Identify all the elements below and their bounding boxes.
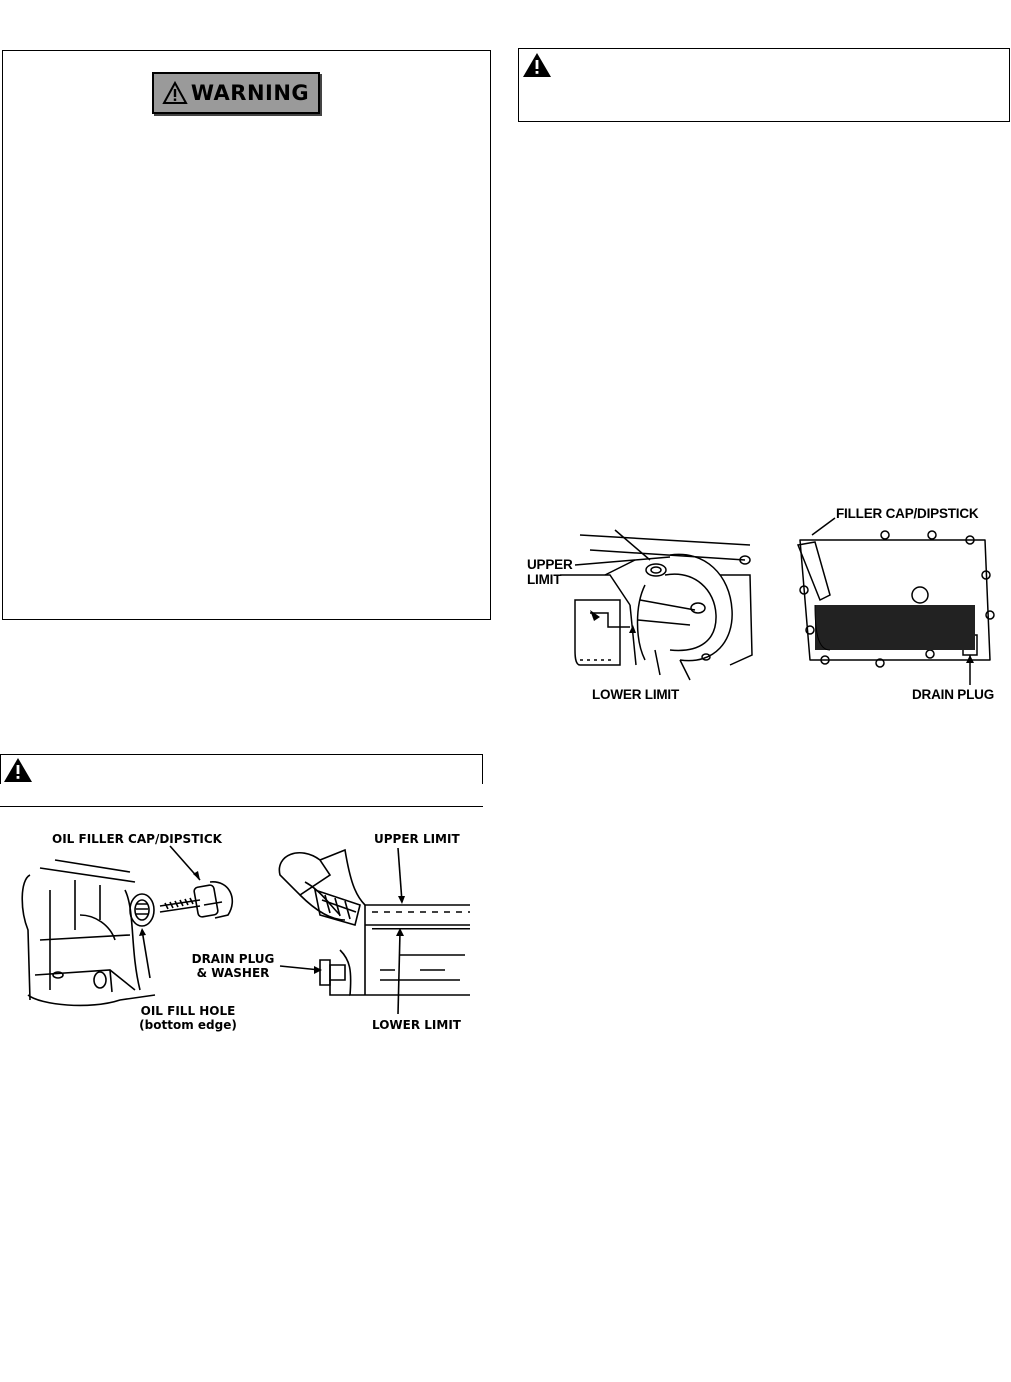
warning-triangle-icon: [163, 82, 187, 104]
label-upper-limit-left: UPPER LIMIT: [374, 832, 460, 846]
engine-right-drawing-a: [520, 515, 770, 705]
label-oil-fill-hole-line1: OIL FILL HOLE: [140, 1004, 236, 1018]
engine-right-drawing-b: [790, 520, 1010, 690]
warning-badge-text: WARNING: [190, 81, 310, 105]
exclamation-triangle-icon: [522, 52, 552, 78]
label-drain-plug-line2: & WASHER: [196, 966, 270, 980]
label-drain-plug-line1: DRAIN PLUG: [191, 952, 275, 966]
label-lower-limit-left: LOWER LIMIT: [372, 1018, 461, 1032]
warning-box: [2, 50, 491, 620]
label-filler-cap-dipstick: FILLER CAP/DIPSTICK: [836, 506, 979, 521]
label-oil-fill-hole: [128, 1004, 248, 1032]
label-drain-plug: DRAIN PLUG: [912, 687, 994, 702]
label-oil-filler-cap: OIL FILLER CAP/DIPSTICK: [52, 832, 222, 846]
label-drain-plug-washer: [188, 952, 278, 980]
label-upper-limit-right: [527, 557, 573, 587]
label-oil-fill-hole-line2: (bottom edge): [139, 1018, 237, 1032]
caution-divider: [0, 806, 483, 807]
caution-box-left: [0, 754, 483, 784]
label-upper-line1: UPPER: [527, 557, 573, 572]
caution-box-right: [518, 48, 1010, 122]
exclamation-triangle-icon: [3, 757, 33, 783]
label-lower-limit-right: LOWER LIMIT: [592, 687, 680, 702]
label-upper-line2: LIMIT: [527, 572, 562, 587]
warning-badge: [152, 72, 320, 114]
